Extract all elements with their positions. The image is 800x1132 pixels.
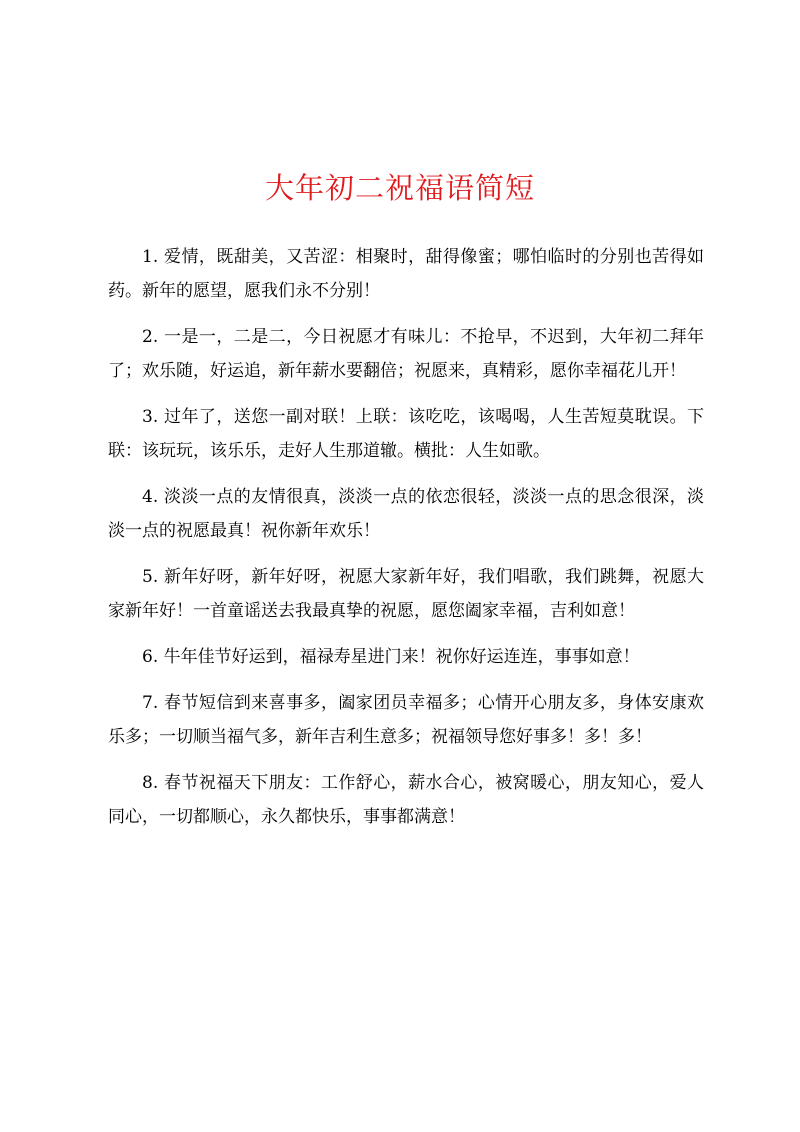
paragraph-4: 4. 淡淡一点的友情很真，淡淡一点的依恋很轻，淡淡一点的思念很深，淡淡一点的祝愿最真！祝你新年欢乐！ [108,487,704,541]
paragraph-1: 1. 爱情，既甜美，又苦涩：相聚时，甜得像蜜；哪怕临时的分别也苦得如药。新年的愿望，愿我们永不分别！ [108,247,704,301]
document-body [108,240,704,846]
paragraph-2: 2. 一是一，二是二，今日祝愿才有味儿：不抢早，不迟到，大年初二拜年了；欢乐随，好运追，新年薪水要翻倍；祝愿来，真精彩，愿你幸福花儿开！ [108,327,704,381]
paragraph-7: 7. 春节短信到来喜事多，阖家团员幸福多；心情开心朋友多，身体安康欢乐多；一切顺当福气多，新年吉利生意多；祝福领导您好事多！多！多！ [108,693,704,747]
paragraph-8: 8. 春节祝福天下朋友：工作舒心，薪水合心，被窝暖心，朋友知心，爱人同心，一切都顺心，永久都快乐，事事都满意！ [108,773,704,827]
page-title: 大年初二祝福语简短 [264,171,535,205]
paragraph-3: 3. 过年了，送您一副对联！上联：该吃吃，该喝喝，人生苦短莫耽误。下联：该玩玩，该乐乐，走好人生那道辙。横批：人生如歌。 [108,407,704,461]
paragraph-6: 6. 牛年佳节好运到，福禄寿星进门来！祝你好运连连，事事如意！ [142,647,640,667]
paragraph-5: 5. 新年好呀，新年好呀，祝愿大家新年好，我们唱歌，我们跳舞，祝愿大家新年好！一首童谣送去我最真挚的祝愿，愿您阖家幸福，吉利如意！ [108,567,704,621]
